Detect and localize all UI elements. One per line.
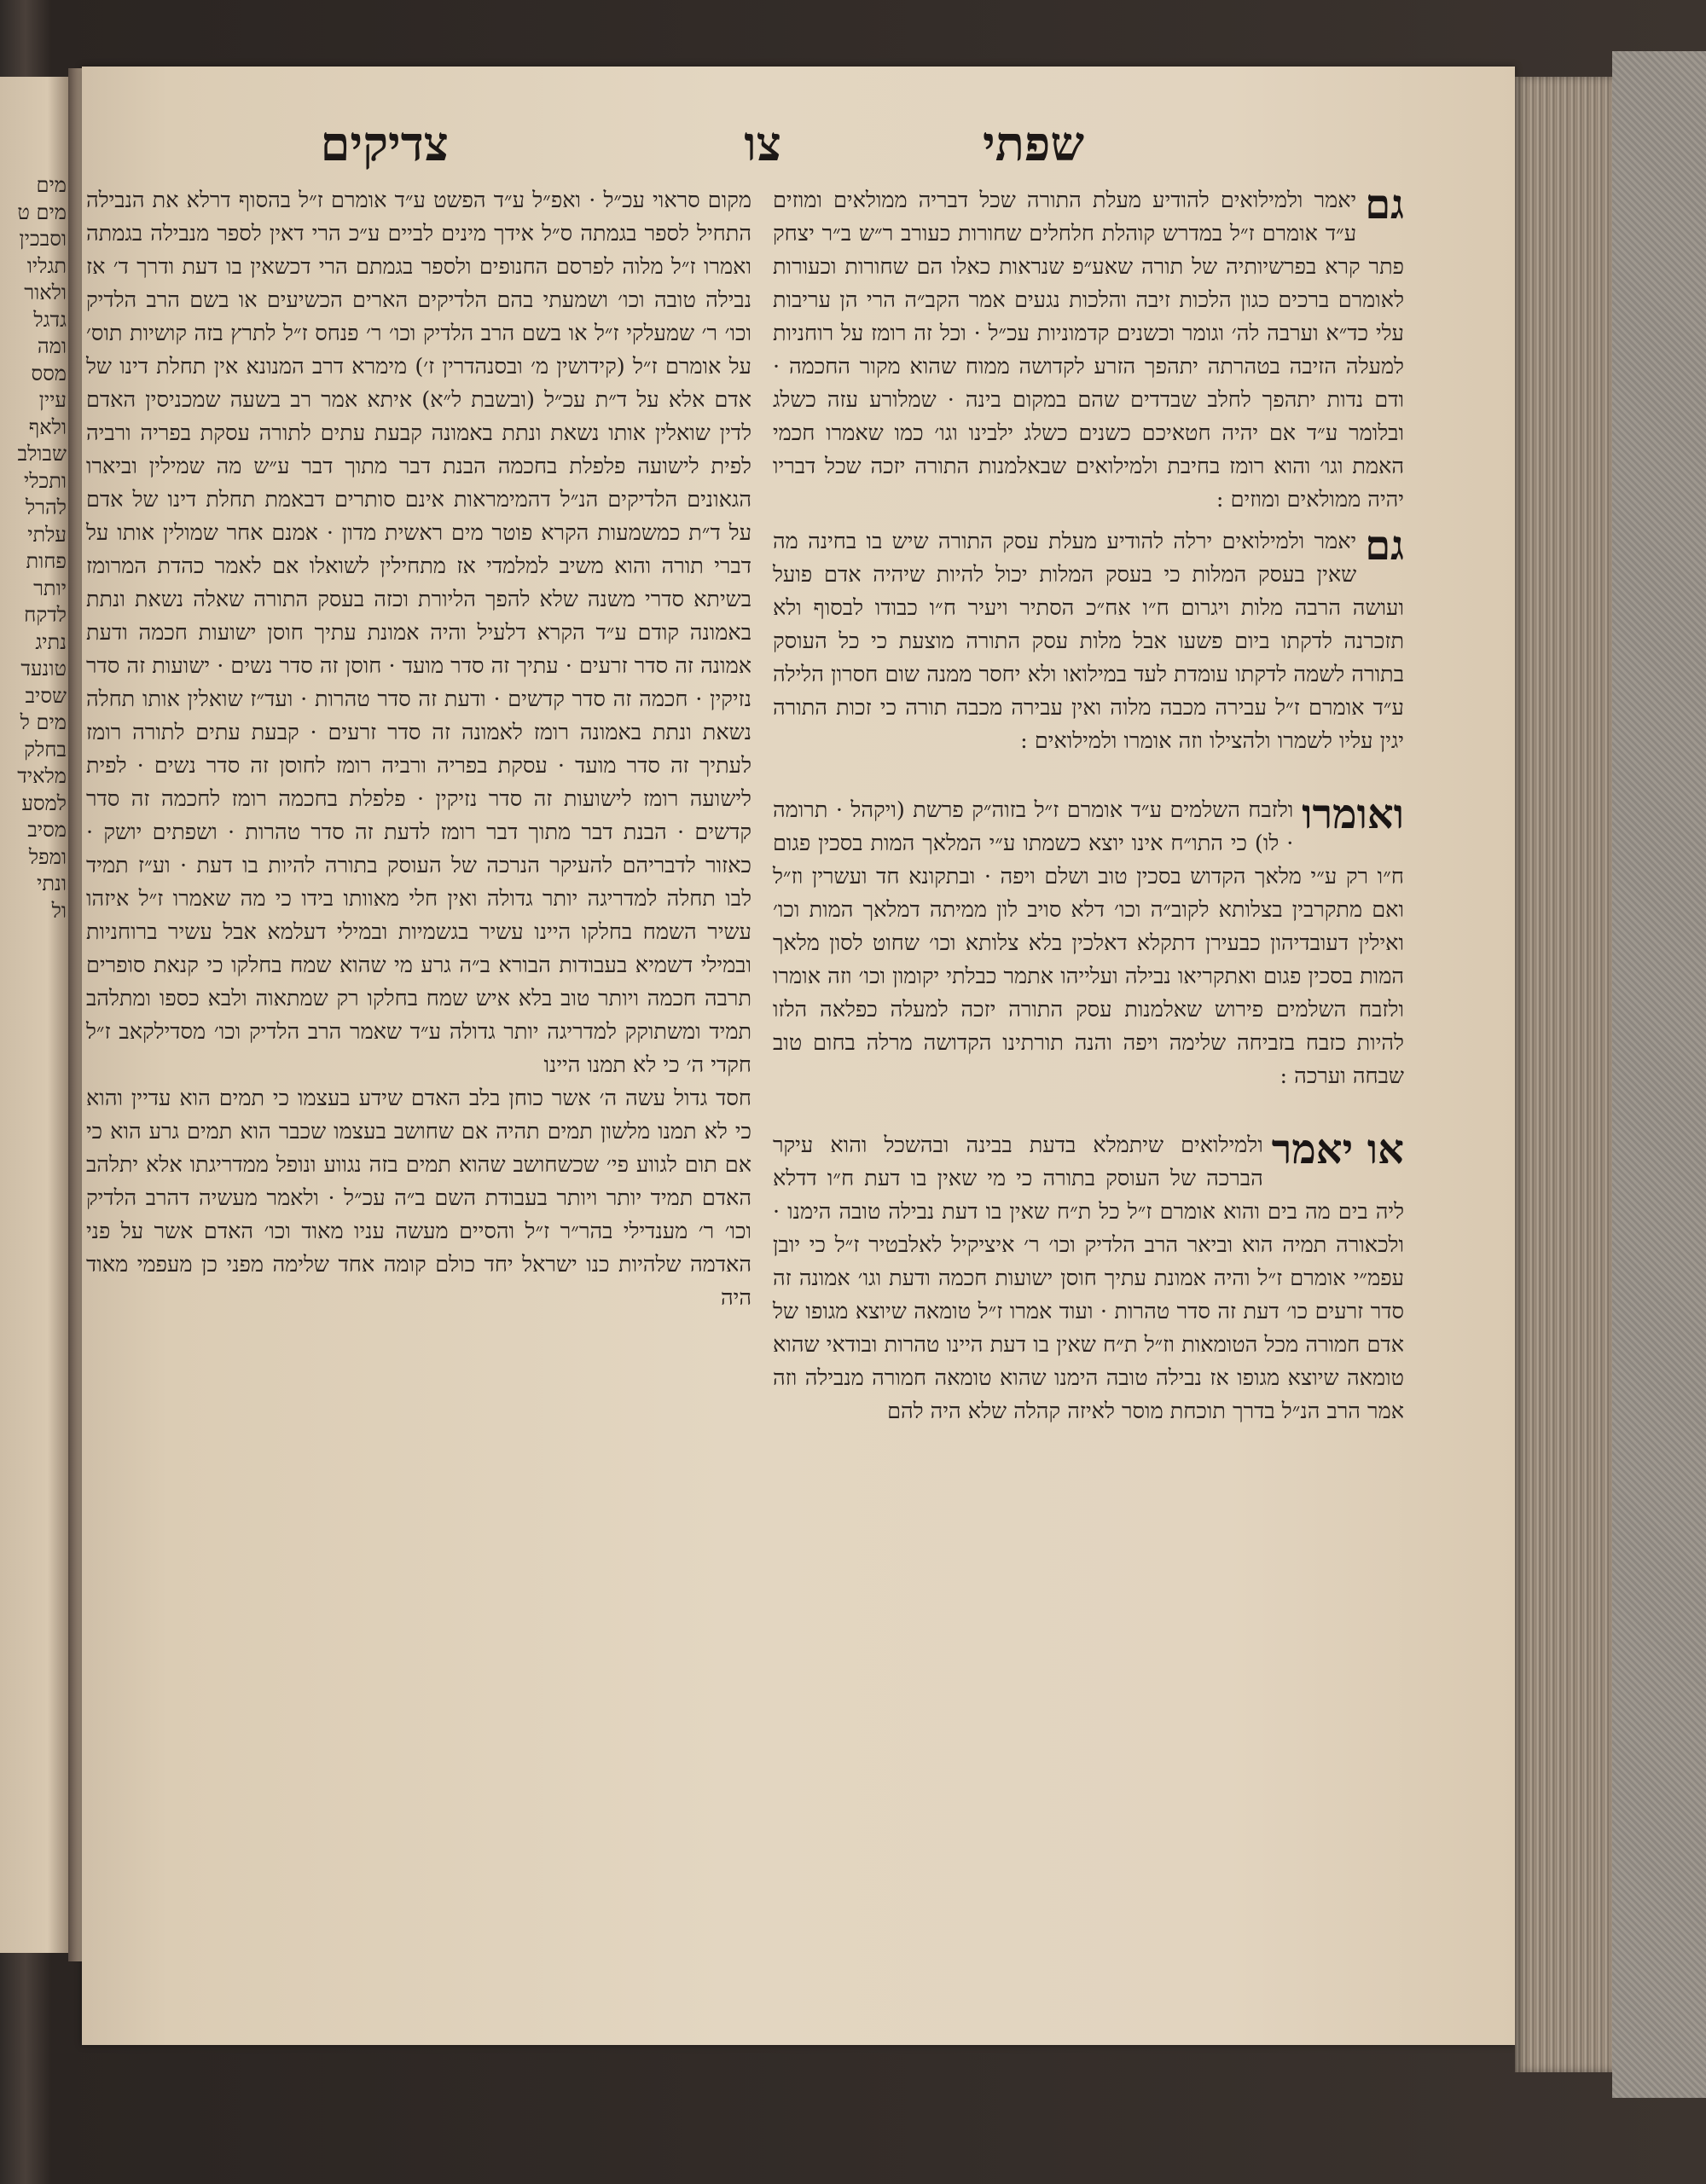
facing-page-line: עלתי bbox=[27, 522, 67, 547]
paragraph-opener: או יאמר bbox=[1271, 1126, 1404, 1173]
facing-page-line: מים bbox=[36, 173, 67, 197]
facing-page-line: בחלק bbox=[24, 737, 67, 762]
facing-page-line: ותכלי bbox=[23, 468, 67, 493]
paragraph-text: חסד גדול עשה ה׳ אשר כוחן בלב האדם שידע בעצמו כי תמים הוא עדיין והוא כי לא תמנו מלשון תמים תהיה אם שחושב בעצמו שכבר הוא תמים גרע הוא כי אם תום לגווע פי׳ שכשחושב שהוא תמים בזה נגווע ונופל ממדריגתו אלא יתלהב האדם תמיד יותר ויותר בעבודת השם ב״ה עכ״ל · ולאמר מעשיה דהרב הלדיק וכו׳ ר׳ מענדילי בהר״ר ז״ל והסיים מעשה עניו מאוד וכו׳ האדם אשר על פני האדמה שלהיות כנו ישראל יחד כולם קומה אחד שלימה מפני כן מעפמי מאוד היה bbox=[86, 1086, 751, 1311]
paragraph bbox=[773, 1126, 1404, 1428]
paragraph-text: ולמילואים שיתמלא בדעת בבינה ובהשכל והוא עיקר הברכה של העוסק בתורה כי מי שאין בו דעת ח״ו דדלא ליה בים מה בים והוא אומרם ז״ל כל ת״ח שאין בו דעת נבילה טובה הימנו · ולכאורה תמיה הוא וביאר הרב הלדיק וכו׳ ר׳ איציקיל לאלבטיר ז״ל כי יובן עפמ״י אומרם ז״ל והיה אמונת עתיך חוסן ישועות חכמה ודעת וגו׳ אמונה זה סדר זרעים כו׳ דעת זה סדר טהרות · ועוד אמרו ז״ל טומאה שיוצא מגופו של אדם חמורה מכל הטומאות וז״ל ת״ח שאין בו דעת היינו טהרות ובודאי שהוא טומאה שיוצא מגופו אז נבילה טובה הימנו שהוא טומאה חמורה מנבילה וזה אמר הרב הנ״ל בדרך תוכחת מוסר לאיזה קהלה שלא היה להם bbox=[773, 1133, 1404, 1424]
facing-page-line: מים ט bbox=[17, 200, 67, 224]
facing-page-text bbox=[0, 77, 68, 924]
facing-page-line: לדקח bbox=[24, 603, 67, 627]
facing-page-line: מלאיד bbox=[17, 764, 67, 788]
facing-page-line: שבולב bbox=[17, 442, 67, 466]
paragraph bbox=[773, 522, 1404, 758]
facing-page-line: מסיב bbox=[27, 818, 67, 842]
facing-page-line: טונעד bbox=[20, 657, 67, 681]
right-column bbox=[773, 181, 1404, 1428]
facing-page-line: תגליו bbox=[26, 253, 67, 278]
page-fore-edge bbox=[1515, 77, 1624, 2072]
paragraph-text: יאמר ולמילואים להודיע מעלת התורה שכל דבריה ממולאים ומוזים ע״ד אומרם ז״ל במדרש קוהלת חלחלים שחורות כעורב ר״ש ב״ר יצחק פתר קרא בפרשיותיה של תורה שאע״פ שנראות כאלו הם שחורות וכעורות לאומרם ברכים כגון הלכות זיבה והלכות נגעים אמר הקב״ה הרי הן עריבות עלי כד״א וערבה לה׳ וגומר וכשנים קדמוניות עכ״ל · וכל זה רומז על רוחניות למעלה הזיבה בטהרתה יתהפך הזרע לקדושה ממוח שהוא מקור החכמה · ודם נדות יתהפך לחלב שבדדים שהם במקום בינה · שמלורע עזה כשלג ובלומר ע״ד אם יהיה חטאיכם כשנים כשלג ילבינו וגו׳ כמו שאמרו חכמי האמת וגו׳ והוא רומז בחיבת ולמילואים שבאלמנות התורה יזכה שכל דבריו יהיה ממולאים ומוזים : bbox=[773, 188, 1404, 513]
paragraph-text: יאמר ולמילואים ירלה להודיע מעלת עסק התורה שיש בו בחינה מה שאין בעסק המלות כי בעסק המלות יכול להיות שיהיה אדם פועל ועושה הרבה מלות ויגרום ח״ו אח״כ הסתיר ויעיר ח״ו כבודו לבסוף ולא תזכרנה לדקתו ביום פשעו אבל מלות עסק התורה מוצעת כי כל העוסק בתורה לשמה לדקתו עומדת לעד במילואו ולא יחסר ממנה שום חסרון הלילה ע״ד אומרם ז״ל עבירה מכבה מלוה ואין עבירה מכבה תורה כי זכות התורה יגין עליו לשמרו ולהצילו וזה אומרו ולמילואים : bbox=[773, 529, 1404, 754]
facing-page-line: להרל bbox=[25, 495, 67, 519]
facing-page-line: ומפל bbox=[28, 844, 67, 869]
facing-page-line: נתיג bbox=[35, 629, 67, 654]
facing-page-line: ונתי bbox=[37, 872, 67, 895]
paragraph bbox=[773, 181, 1404, 517]
facing-page-line: ולאף bbox=[28, 414, 67, 439]
paragraph-opener: גם bbox=[1365, 181, 1404, 229]
facing-page-line: גדגל bbox=[33, 307, 67, 332]
running-head-right: שפתי bbox=[983, 116, 1084, 172]
facing-page-line: למסע bbox=[21, 791, 67, 815]
paragraph bbox=[773, 791, 1404, 1093]
cloth-binding bbox=[1612, 51, 1706, 2098]
facing-page-line: מסס bbox=[31, 361, 67, 385]
book-page bbox=[82, 67, 1515, 2045]
facing-page-edge bbox=[0, 77, 68, 1953]
paragraph-opener: גם bbox=[1365, 522, 1404, 570]
facing-page-line: וסבכין bbox=[19, 227, 67, 251]
facing-page-line: ולאור bbox=[24, 281, 67, 304]
facing-page-line: מים ל bbox=[20, 710, 67, 734]
facing-page-line: שסיב bbox=[25, 683, 67, 708]
paragraph-text: מקום סראוי עכ״ל · ואפ״ל ע״ד הפשט ע״ד אומרם ז״ל בהסוף דרלא את הנבילה התחיל לספר בגמתה ס״ל אידך מינים לביים ע״כ הרי דאין לספר מנבילה בגמתה ואמרו ז״ל מלוה לפרסם החנופים ולספר בגמתם הרי דכשאין בו דעת ודרך ד׳ אז נבילה טובה וכו׳ ושמעתי בהם הלדיקים הארים הכשיעים או בשם הרב הלדיק וכו׳ ר׳ שמעלקי ז״ל או בשם הרב הלדיק וכו׳ ר׳ פנחס ז״ל לתרץ בזה קושיות תוס׳ על אומרם ז״ל (קידושין מ׳ ובסנהדרין ז׳) מימרא דרב המנונא אין תחלת דינו של אדם אלא על ד״ת עכ״ל (ובשבת ל״א) איתא אמר רב בשעה שמכניסין האדם לדין שואלין אותו נשאת ונתת באמונה קבעת עתים לתורה עסקת בפריה ורביה לפית לישועה פלפלת בחכמה הבנת דבר מתוך דבר ע״ש מה שמילין וביארו הגאונים הלדיקים הנ״ל דהמימראות אינם סותרים דבאמת תחלת דינו של אדם על ד״ת כמשמעות הקרא פוטר מים ראשית מדון · אמנם אחר שמולין אותו על דברי תורה והוא משיב למלמדי אז מתחילין לשואלו אם לאמר כהדת המרומז בשיתא סדרי משנה שלא להפך הליורת וכזה בעסק התורה שאלה נשאת ונתת באמונה קודם ע״ד הקרא דלעיל והיה אמונת עתיך חוסן ישועות חכמה ודעת אמונה זה סדר זרעים · עתיך זה סדר מועד · חוסן זה סדר נשים · ישועות זה סדר נזיקין · חכמה זה סדר קדשים · ודעת זה סדר טהרות · ועד״ז שואלין אותו תחלה נשאת ונתת באמונה רומז לאמונה זה סדר זרעים · קבעת עתים לתורה רומז לעתיך זה סדר מועד · עסקת בפריה ורביה רומז לחוסן זה סדר נשים · לפית לישועה רומז לישועות זה סדר נזיקין · פלפלת בחכמה רומז לחכמה זה סדר קדשים · הבנת דבר מתוך דבר רומז לדעת זה סדר טהרות · ושפתים יושק · כאזור לדבריהם להעיקר הנרכה של העוסק בתורה להיות בו דעת · וע״ז תמיד לבו תחלה למדריגה יותר גדולה ואין חלי מאוותו בידו כי מה שאמרו ז״ל איזהו עשיר השמח בחלקו היינו עשיר בגשמיות ובמילי דעלמא אבל עשיר ברוחניות ובמילי דשמיא בעבודות הבורא ב״ה גרע מי שהוא שמח בחלקו כי קנאת סופרים תרבה חכמה ויותר טוב בלא איש שמח בחלקו רק שמתאוה ולבא כספו ומתלהב תמיד ומשתוקק למדריגה יותר גדולה ע״ד שאמר הרב הלדיק וכו׳ מסדילקאב ז״ל חקדי ה׳ כי לא תמנו היינו bbox=[86, 188, 751, 1078]
facing-page-line: עיין bbox=[38, 388, 67, 412]
facing-page-line: ומה bbox=[37, 334, 67, 358]
paragraph bbox=[86, 184, 751, 1082]
paragraph bbox=[86, 1082, 751, 1315]
paragraph-text: ולזבח השלמים ע״ד אומרם ז״ל בזוה״ק פרשת (ויקהל · תרומה · לו) כי התו״ח אינו יוצא כשמתו ע״י המלאך המות בסכין פגום ח״ו רק ע״י מלאך הקדוש בסכין טוב ושלם ויפה · ובתקונא חד ועשרין וז״ל ואם מתקרבין בצלותא לקוב״ה וכו׳ דלא סויב לון ממיתה דמלאך המות וכו׳ ואילין דעובדיהון כבעירן דתקלא דאלכין בלא צלותא וכו׳ שחוט לסון מלאך המות בסכין פגום ואתקריאו נבילה ועלייהו אתמר כבלתי יקומון וכו׳ וזה אומרו ולזבח השלמים פירוש שאלמנות עסק התורה יזכה למעלה כפלאה הלזו להיות כזבח בזביחה שלימה ויפה והנה תורתינו הקדושה מרלה בחום טוב שבחה וערכה : bbox=[773, 797, 1404, 1089]
left-column bbox=[86, 184, 751, 1315]
facing-page-line: פחות bbox=[26, 549, 67, 573]
paragraph-opener: ואומרו bbox=[1302, 791, 1404, 838]
facing-page-line: ול bbox=[51, 898, 67, 923]
page-number: צו bbox=[744, 116, 781, 172]
running-head bbox=[82, 116, 1515, 193]
facing-page-line: יותר bbox=[33, 576, 67, 600]
running-head-left: צדיקים bbox=[320, 116, 449, 172]
